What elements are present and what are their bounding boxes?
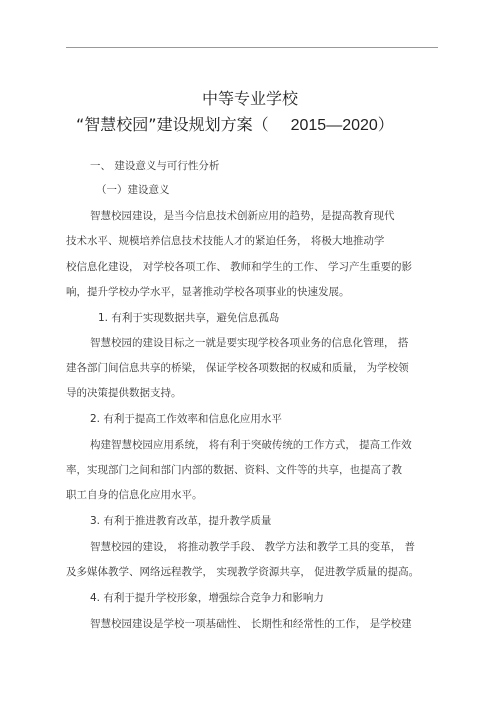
title-line2-years: 2015—2020） [290,117,394,134]
paragraph-line: 智慧校园的建设目标之一就是要实现学校各项业务的信息化管理， 搭 [90,337,409,349]
document-title-line2 [76,115,394,136]
item-heading-1: 1. 有利于实现数据共享，避免信息孤岛 [98,312,280,324]
item-heading-3: 3. 有利于推进教育改革，提升教学质量 [90,515,272,527]
section-heading-1: 一、 建设意义与可行性分析 [90,160,220,172]
paragraph-line: 构建智慧校园应用系统， 将有利于突破传统的工作方式， 提高工作效 [90,439,412,451]
header-rule [66,47,438,48]
paragraph-line: 建各部门间信息共享的桥梁， 保证学校各项数据的权威和质量， 为学校领 [66,362,409,374]
subsection-heading-1: （一）建设意义 [96,184,170,196]
paragraph-line: 导的决策提供数据支持。 [66,387,182,399]
paragraph-line: 校信息化建设， 对学校各项工作、 教师和学生的工作、 学习产生重要的影 [66,261,413,273]
title-line2-prefix: “智慧校园”建设规划方案（ [76,115,269,134]
paragraph-line: 率，实现部门之间和部门内部的数据、资料、文件等的共享，也提高了教 [66,464,402,476]
paragraph-line: 及多媒体教学、网络远程教学， 实现教学资源共享， 促进教学质量的提高。 [66,566,420,578]
item-heading-2: 2. 有利于提高工作效率和信息化应用水平 [90,413,282,425]
paragraph-line: 技术水平、规模培养信息技术技能人才的紧迫任务， 将极大地推动学 [66,235,385,247]
paragraph-line: 智慧校园建设，是当今信息技术创新应用的趋势，是提高教育现代 [90,210,395,222]
item-heading-4: 4. 有利于提升学校形象，增强综合竞争力和影响力 [90,592,324,604]
paragraph-line: 智慧校园建设是学校一项基础性、 长期性和经常性的工作， 是学校建 [90,618,412,630]
paragraph-line: 响，提升学校办学水平，显著推动学校各项事业的快速发展。 [66,286,350,298]
document-title-line1: 中等专业学校 [201,89,298,108]
paragraph-line: 职工自身的信息化应用水平。 [66,489,203,501]
paragraph-line: 智慧校园的建设， 将推动教学手段、 教学方法和教学工具的变革， 普 [90,541,416,553]
